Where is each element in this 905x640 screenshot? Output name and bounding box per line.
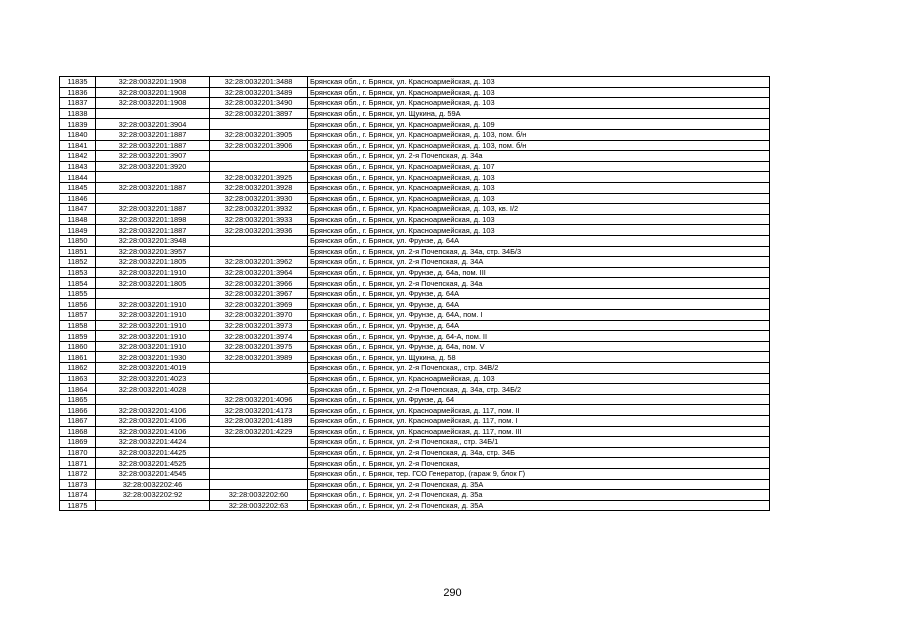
row-number-cell: 11856 [60, 299, 96, 310]
row-number-cell: 11840 [60, 129, 96, 140]
table-row [60, 246, 770, 257]
table-row [60, 352, 770, 363]
table-row [60, 373, 770, 384]
parent-cadastral-number-cell: 32:28:0032201:1898 [96, 214, 210, 225]
table-row [60, 129, 770, 140]
cadastral-number-cell: 32:28:0032201:3970 [210, 310, 308, 321]
cadastral-number-cell: 32:28:0032202:60 [210, 490, 308, 501]
parent-cadastral-number-cell: 32:28:0032201:1887 [96, 129, 210, 140]
cadastral-number-cell [210, 468, 308, 479]
row-number-cell: 11855 [60, 288, 96, 299]
address-cell: Брянская обл., г. Брянск, ул. Красноармейская, д. 103, пом. б/н [308, 129, 770, 140]
cadastral-number-cell: 32:28:0032201:3964 [210, 267, 308, 278]
parent-cadastral-number-cell: 32:28:0032201:3920 [96, 161, 210, 172]
cadastral-number-cell [210, 437, 308, 448]
address-cell: Брянская обл., г. Брянск, ул. 2-я Почепская, д. 34а, стр. 34Б/2 [308, 384, 770, 395]
table-row [60, 447, 770, 458]
table-row [60, 98, 770, 109]
cadastral-number-cell: 32:28:0032201:3936 [210, 225, 308, 236]
address-cell: Брянская обл., г. Брянск, ул. 2-я Почепская, д. 35а [308, 490, 770, 501]
table-row [60, 172, 770, 183]
cadastral-number-cell [210, 458, 308, 469]
address-cell: Брянская обл., г. Брянск, ул. Красноармейская, д. 103 [308, 182, 770, 193]
cadastral-number-cell: 32:28:0032201:3932 [210, 204, 308, 215]
address-cell: Брянская обл., г. Брянск, ул. Красноармейская, д. 103 [308, 87, 770, 98]
address-cell: Брянская обл., г. Брянск, ул. Красноармейская, д. 103 [308, 172, 770, 183]
row-number-cell: 11860 [60, 341, 96, 352]
parent-cadastral-number-cell: 32:28:0032201:1908 [96, 87, 210, 98]
table-row [60, 426, 770, 437]
address-cell: Брянская обл., г. Брянск, ул. Фрунзе, д. 64А [308, 320, 770, 331]
parent-cadastral-number-cell: 32:28:0032201:4425 [96, 447, 210, 458]
cadastral-number-cell: 32:28:0032201:4096 [210, 394, 308, 405]
row-number-cell: 11848 [60, 214, 96, 225]
cadastral-number-cell [210, 447, 308, 458]
cadastral-number-cell: 32:28:0032201:3975 [210, 341, 308, 352]
row-number-cell: 11870 [60, 447, 96, 458]
table-row [60, 257, 770, 268]
cadastral-number-cell: 32:28:0032201:3933 [210, 214, 308, 225]
row-number-cell: 11835 [60, 77, 96, 88]
address-cell: Брянская обл., г. Брянск, ул. Фрунзе, д. 64А, пом. I [308, 310, 770, 321]
parent-cadastral-number-cell: 32:28:0032201:1910 [96, 267, 210, 278]
address-cell: Брянская обл., г. Брянск, ул. Красноармейская, д. 103 [308, 225, 770, 236]
table-row [60, 405, 770, 416]
table-row [60, 140, 770, 151]
table-row [60, 500, 770, 511]
table-row [60, 108, 770, 119]
row-number-cell: 11842 [60, 151, 96, 162]
table-row [60, 87, 770, 98]
cadastral-number-cell: 32:28:0032201:3905 [210, 129, 308, 140]
cadastral-number-cell: 32:28:0032202:63 [210, 500, 308, 511]
cadastral-number-cell [210, 384, 308, 395]
cadastral-number-cell: 32:28:0032201:3897 [210, 108, 308, 119]
parent-cadastral-number-cell: 32:28:0032201:4106 [96, 416, 210, 427]
row-number-cell: 11853 [60, 267, 96, 278]
parent-cadastral-number-cell: 32:28:0032201:4019 [96, 363, 210, 374]
row-number-cell: 11862 [60, 363, 96, 374]
parent-cadastral-number-cell: 32:28:0032201:1805 [96, 278, 210, 289]
parent-cadastral-number-cell: 32:28:0032201:1910 [96, 320, 210, 331]
address-cell: Брянская обл., г. Брянск, ул. Фрунзе, д. 64а, пом. III [308, 267, 770, 278]
row-number-cell: 11851 [60, 246, 96, 257]
parent-cadastral-number-cell: 32:28:0032201:1887 [96, 140, 210, 151]
address-cell: Брянская обл., г. Брянск, ул. Щукина, д. 59А [308, 108, 770, 119]
parent-cadastral-number-cell: 32:28:0032201:4023 [96, 373, 210, 384]
table-row [60, 278, 770, 289]
table-body [60, 77, 770, 511]
table-row [60, 490, 770, 501]
row-number-cell: 11873 [60, 479, 96, 490]
cadastral-number-cell [210, 363, 308, 374]
cadastral-number-cell: 32:28:0032201:3962 [210, 257, 308, 268]
cadastral-number-cell [210, 151, 308, 162]
row-number-cell: 11841 [60, 140, 96, 151]
cadastral-number-cell: 32:28:0032201:3925 [210, 172, 308, 183]
cadastral-number-cell: 32:28:0032201:3974 [210, 331, 308, 342]
row-number-cell: 11861 [60, 352, 96, 363]
row-number-cell: 11849 [60, 225, 96, 236]
cadastral-number-cell: 32:28:0032201:4189 [210, 416, 308, 427]
row-number-cell: 11869 [60, 437, 96, 448]
table-row [60, 331, 770, 342]
table-row [60, 310, 770, 321]
address-cell: Брянская обл., г. Брянск, ул. Щукина, д. 58 [308, 352, 770, 363]
parent-cadastral-number-cell: 32:28:0032201:3904 [96, 119, 210, 130]
parent-cadastral-number-cell [96, 172, 210, 183]
table-row [60, 151, 770, 162]
table-row [60, 384, 770, 395]
parent-cadastral-number-cell: 32:28:0032201:4424 [96, 437, 210, 448]
row-number-cell: 11846 [60, 193, 96, 204]
cadastral-number-cell: 32:28:0032201:3489 [210, 87, 308, 98]
cadastral-number-cell: 32:28:0032201:3490 [210, 98, 308, 109]
table-row [60, 437, 770, 448]
address-cell: Брянская обл., г. Брянск, ул. 2-я Почепская, д. 34А [308, 257, 770, 268]
cadastral-number-cell: 32:28:0032201:4229 [210, 426, 308, 437]
cadastral-table [59, 76, 770, 511]
address-cell: Брянская обл., г. Брянск, ул. Красноармейская, д. 117, пом. III [308, 426, 770, 437]
parent-cadastral-number-cell: 32:28:0032201:4106 [96, 405, 210, 416]
row-number-cell: 11852 [60, 257, 96, 268]
cadastral-number-cell: 32:28:0032201:3969 [210, 299, 308, 310]
parent-cadastral-number-cell [96, 193, 210, 204]
table-row [60, 267, 770, 278]
table-row [60, 416, 770, 427]
row-number-cell: 11857 [60, 310, 96, 321]
row-number-cell: 11837 [60, 98, 96, 109]
row-number-cell: 11863 [60, 373, 96, 384]
address-cell: Брянская обл., г. Брянск, ул. Красноармейская, д. 117, пом. II [308, 405, 770, 416]
parent-cadastral-number-cell: 32:28:0032201:3957 [96, 246, 210, 257]
parent-cadastral-number-cell [96, 394, 210, 405]
row-number-cell: 11867 [60, 416, 96, 427]
document-table-wrapper [59, 76, 769, 511]
table-row [60, 394, 770, 405]
address-cell: Брянская обл., г. Брянск, ул. Красноармейская, д. 103 [308, 77, 770, 88]
row-number-cell: 11847 [60, 204, 96, 215]
table-row [60, 119, 770, 130]
parent-cadastral-number-cell: 32:28:0032201:4545 [96, 468, 210, 479]
parent-cadastral-number-cell [96, 288, 210, 299]
address-cell: Брянская обл., г. Брянск, ул. 2-я Почепская, д. 34а, стр. 34Б [308, 447, 770, 458]
table-row [60, 193, 770, 204]
cadastral-number-cell: 32:28:0032201:4173 [210, 405, 308, 416]
row-number-cell: 11858 [60, 320, 96, 331]
cadastral-number-cell: 32:28:0032201:3928 [210, 182, 308, 193]
row-number-cell: 11845 [60, 182, 96, 193]
parent-cadastral-number-cell: 32:28:0032201:1887 [96, 204, 210, 215]
table-row [60, 299, 770, 310]
cadastral-number-cell [210, 479, 308, 490]
parent-cadastral-number-cell: 32:28:0032201:1910 [96, 310, 210, 321]
address-cell: Брянская обл., г. Брянск, ул. Красноармейская, д. 109 [308, 119, 770, 130]
parent-cadastral-number-cell: 32:28:0032201:4106 [96, 426, 210, 437]
address-cell: Брянская обл., г. Брянск, ул. Фрунзе, д. 64а, пом. V [308, 341, 770, 352]
address-cell: Брянская обл., г. Брянск, ул. Красноармейская, д. 103 [308, 373, 770, 384]
cadastral-number-cell: 32:28:0032201:3973 [210, 320, 308, 331]
cadastral-number-cell: 32:28:0032201:3906 [210, 140, 308, 151]
parent-cadastral-number-cell: 32:28:0032201:4525 [96, 458, 210, 469]
table-row [60, 214, 770, 225]
parent-cadastral-number-cell: 32:28:0032201:1805 [96, 257, 210, 268]
row-number-cell: 11874 [60, 490, 96, 501]
address-cell: Брянская обл., г. Брянск, ул. 2-я Почепская, д. 34а, стр. 34Б/3 [308, 246, 770, 257]
parent-cadastral-number-cell [96, 108, 210, 119]
row-number-cell: 11839 [60, 119, 96, 130]
row-number-cell: 11850 [60, 235, 96, 246]
row-number-cell: 11844 [60, 172, 96, 183]
row-number-cell: 11871 [60, 458, 96, 469]
address-cell: Брянская обл., г. Брянск, ул. Красноармейская, д. 103, пом. б/н [308, 140, 770, 151]
table-row [60, 458, 770, 469]
row-number-cell: 11854 [60, 278, 96, 289]
address-cell: Брянская обл., г. Брянск, ул. 2-я Почепская, д. 35А [308, 479, 770, 490]
parent-cadastral-number-cell: 32:28:0032201:3948 [96, 235, 210, 246]
table-row [60, 341, 770, 352]
cadastral-number-cell: 32:28:0032201:3967 [210, 288, 308, 299]
parent-cadastral-number-cell: 32:28:0032201:3907 [96, 151, 210, 162]
table-row [60, 468, 770, 479]
cadastral-number-cell [210, 119, 308, 130]
address-cell: Брянская обл., г. Брянск, ул. Красноармейская, д. 117, пом. I [308, 416, 770, 427]
address-cell: Брянская обл., г. Брянск, ул. Красноармейская, д. 103 [308, 214, 770, 225]
parent-cadastral-number-cell: 32:28:0032201:4028 [96, 384, 210, 395]
table-row [60, 77, 770, 88]
table-row [60, 288, 770, 299]
parent-cadastral-number-cell [96, 500, 210, 511]
row-number-cell: 11836 [60, 87, 96, 98]
cadastral-number-cell: 32:28:0032201:3989 [210, 352, 308, 363]
cadastral-number-cell [210, 246, 308, 257]
address-cell: Брянская обл., г. Брянск, ул. 2-я Почепская, д. 35А [308, 500, 770, 511]
parent-cadastral-number-cell: 32:28:0032202:92 [96, 490, 210, 501]
address-cell: Брянская обл., г. Брянск, ул. Красноармейская, д. 103 [308, 98, 770, 109]
address-cell: Брянская обл., г. Брянск, ул. Красноармейская, д. 103 [308, 193, 770, 204]
row-number-cell: 11868 [60, 426, 96, 437]
address-cell: Брянская обл., г. Брянск, ул. 2-я Почепская,, стр. 34Б/1 [308, 437, 770, 448]
parent-cadastral-number-cell: 32:28:0032201:1887 [96, 225, 210, 236]
cadastral-number-cell [210, 235, 308, 246]
address-cell: Брянская обл., г. Брянск, ул. Красноармейская, д. 107 [308, 161, 770, 172]
address-cell: Брянская обл., г. Брянск, ул. 2-я Почепская, д. 34а [308, 151, 770, 162]
address-cell: Брянская обл., г. Брянск, ул. Фрунзе, д. 64 [308, 394, 770, 405]
address-cell: Брянская обл., г. Брянск, ул. Фрунзе, д. 64А [308, 299, 770, 310]
table-row [60, 182, 770, 193]
table-row [60, 479, 770, 490]
row-number-cell: 11866 [60, 405, 96, 416]
row-number-cell: 11865 [60, 394, 96, 405]
row-number-cell: 11864 [60, 384, 96, 395]
address-cell: Брянская обл., г. Брянск, ул. 2-я Почепская,, стр. 34В/2 [308, 363, 770, 374]
parent-cadastral-number-cell: 32:28:0032201:1910 [96, 299, 210, 310]
address-cell: Брянская обл., г. Брянск, ул. 2-я Почепская, [308, 458, 770, 469]
row-number-cell: 11875 [60, 500, 96, 511]
table-row [60, 204, 770, 215]
address-cell: Брянская обл., г. Брянск, тер. ГСО Генератор, (гараж 9, блок Г) [308, 468, 770, 479]
parent-cadastral-number-cell: 32:28:0032202:46 [96, 479, 210, 490]
table-row [60, 363, 770, 374]
cadastral-number-cell [210, 161, 308, 172]
table-row [60, 235, 770, 246]
parent-cadastral-number-cell: 32:28:0032201:1908 [96, 98, 210, 109]
page-number: 290 [443, 587, 462, 599]
address-cell: Брянская обл., г. Брянск, ул. Фрунзе, д. 64-А, пом. II [308, 331, 770, 342]
address-cell: Брянская обл., г. Брянск, ул. Фрунзе, д. 64А [308, 288, 770, 299]
row-number-cell: 11838 [60, 108, 96, 119]
table-row [60, 320, 770, 331]
parent-cadastral-number-cell: 32:28:0032201:1910 [96, 331, 210, 342]
cadastral-number-cell: 32:28:0032201:3966 [210, 278, 308, 289]
address-cell: Брянская обл., г. Брянск, ул. Фрунзе, д. 64А [308, 235, 770, 246]
cadastral-number-cell [210, 373, 308, 384]
row-number-cell: 11859 [60, 331, 96, 342]
cadastral-number-cell: 32:28:0032201:3488 [210, 77, 308, 88]
address-cell: Брянская обл., г. Брянск, ул. 2-я Почепская, д. 34а [308, 278, 770, 289]
cadastral-number-cell: 32:28:0032201:3930 [210, 193, 308, 204]
parent-cadastral-number-cell: 32:28:0032201:1908 [96, 77, 210, 88]
row-number-cell: 11843 [60, 161, 96, 172]
table-row [60, 161, 770, 172]
parent-cadastral-number-cell: 32:28:0032201:1930 [96, 352, 210, 363]
parent-cadastral-number-cell: 32:28:0032201:1910 [96, 341, 210, 352]
parent-cadastral-number-cell: 32:28:0032201:1887 [96, 182, 210, 193]
table-row [60, 225, 770, 236]
row-number-cell: 11872 [60, 468, 96, 479]
address-cell: Брянская обл., г. Брянск, ул. Красноармейская, д. 103, кв. I/2 [308, 204, 770, 215]
